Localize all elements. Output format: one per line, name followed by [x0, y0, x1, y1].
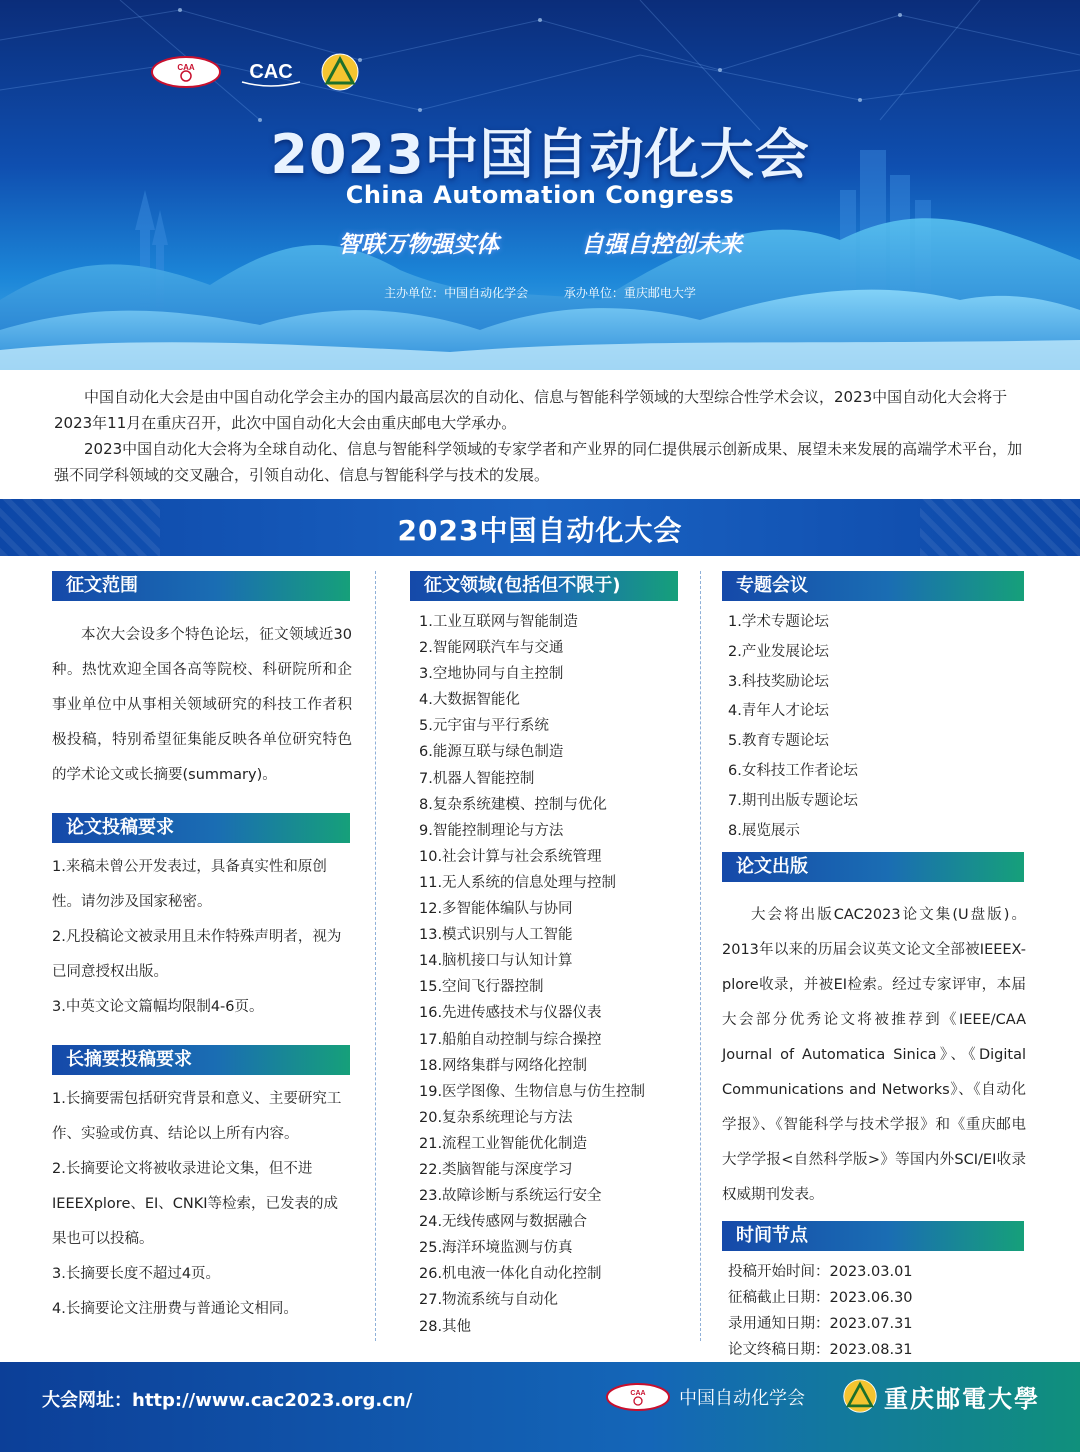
list-item: 12.多智能体编队与协同: [419, 901, 573, 918]
list-item: 19.医学图像、生物信息与仿生控制: [419, 1083, 646, 1100]
list-item: 2.智能网联汽车与交通: [419, 640, 564, 657]
intro-paragraph-2: 2023中国自动化大会将为全球自动化、信息与智能科学领域的专家学者和产业界的同仁提供展示创新成果、展望未来发展的高端学术平台，加强不同学科领域的交叉融合，引领自动化、信息与智能科学与技术的发展。: [54, 440, 1023, 484]
cac-logo: [236, 54, 306, 90]
footer: [0, 1362, 1080, 1452]
intro-text: [54, 384, 1026, 488]
list-item: 24.无线传感网与数据融合: [419, 1214, 588, 1231]
host-info: [0, 284, 1080, 301]
list-item: 20.复杂系统理论与方法: [419, 1109, 573, 1126]
conference-title: 2023中国自动化大会: [270, 123, 810, 186]
abstract-req-list: [52, 1082, 352, 1327]
header-banner: [0, 0, 1080, 370]
slogans: [0, 226, 1080, 259]
list-item: 15.空间飞行器控制: [419, 979, 544, 996]
list-item: 26.机电液一体化自动化控制: [419, 1266, 602, 1283]
list-item: 11.无人系统的信息处理与控制: [419, 874, 617, 891]
topics-list: [410, 609, 680, 1340]
list-item: 1.来稿未曾公开发表过，具备真实性和原创性。请勿涉及国家秘密。: [52, 859, 327, 910]
list-item: 23.故障诊断与系统运行安全: [419, 1188, 602, 1205]
list-item: 27.物流系统与自动化: [419, 1292, 559, 1309]
header-logos: [150, 52, 360, 92]
publication-heading: 论文出版: [722, 852, 1024, 882]
special-heading: 专题会议: [722, 571, 1024, 601]
column-divider: [700, 571, 701, 1341]
list-item: 7.期刊出版专题论坛: [728, 792, 858, 809]
website-link[interactable]: 大会网址：http://www.cac2023.org.cn/: [42, 1390, 413, 1411]
list-item: 21.流程工业智能优化制造: [419, 1135, 588, 1152]
list-item: 8.展览展示: [728, 822, 800, 839]
section-title: 2023中国自动化大会: [397, 514, 683, 547]
special-list: [722, 608, 1026, 846]
slogan-left: 智联万物强实体: [337, 231, 499, 258]
abstract-req-heading: 长摘要投稿要求: [52, 1045, 350, 1075]
list-item: 14.脑机接口与认知计算: [419, 953, 573, 970]
intro-paragraph-1: 中国自动化大会是由中国自动化学会主办的国内最高层次的自动化、信息与智能科学领域的大型综合性学术会议，2023中国自动化大会将于2023年11月在重庆召开，此次中国自动化大会由重庆邮电大学承办。: [54, 388, 1008, 432]
list-item: 4.大数据智能化: [419, 692, 520, 709]
list-item: 4.长摘要论文注册费与普通论文相同。: [52, 1301, 298, 1317]
list-item: 22.类脑智能与深度学习: [419, 1161, 573, 1178]
timeline-list: [722, 1259, 1026, 1363]
caa-logo: [605, 1382, 671, 1412]
slogan-right: 自强自控创未来: [581, 231, 742, 258]
list-item: 3.中英文论文篇幅均限制4-6页。: [52, 999, 264, 1015]
svg-text:CAA: CAA: [177, 63, 195, 72]
list-item: 25.海洋环境监测与仿真: [419, 1240, 573, 1257]
list-item: 4.青年人才论坛: [728, 703, 829, 720]
list-item: 28.其他: [419, 1318, 472, 1335]
list-item: 7.机器人智能控制: [419, 770, 535, 787]
timeline-item: 录用通知日期：2023.07.31: [728, 1316, 913, 1333]
list-item: 2.长摘要论文将被收录进论文集，但不进IEEEXplore、EI、CNKI等检索，已发表的成果也可以投稿。: [52, 1161, 339, 1247]
list-item: 3.空地协同与自主控制: [419, 666, 564, 683]
list-item: 6.能源互联与绿色制造: [419, 744, 564, 761]
column-divider: [375, 571, 376, 1341]
cqupt-logo: [842, 1378, 878, 1414]
list-item: 18.网络集群与网络化控制: [419, 1057, 588, 1074]
caa-logo: [150, 55, 222, 89]
list-item: 10.社会计算与社会系统管理: [419, 848, 602, 865]
list-item: 1.长摘要需包括研究背景和意义、主要研究工作、实验或仿真、结论以上所有内容。: [52, 1091, 342, 1142]
list-item: 3.长摘要长度不超过4页。: [52, 1266, 221, 1282]
right-column: [722, 571, 1026, 1363]
list-item: 2.凡投稿论文被录用且未作特殊声明者，视为已同意授权出版。: [52, 929, 342, 980]
footer-university: [842, 1378, 1040, 1414]
list-item: 1.工业互联网与智能制造: [419, 614, 578, 630]
svg-text:CAC: CAC: [249, 61, 293, 83]
list-item: 1.学术专题论坛: [728, 614, 829, 630]
timeline-heading: 时间节点: [722, 1221, 1024, 1251]
publication-text: 大会将出版CAC2023论文集(U盘版)。2013年以来的历届会议英文论文全部被IEEEX-plore收录，并被EI检索。经过专家评审，本届大会部分优秀论文将被推荐到《IEEE/CAA Journal of Automatica Sinica》、《Digital Communications and Networks》、《自动化学报》、《智能科学与技术学报》和《重庆邮电大学学报<自然科学版>》等国内外SCI/EI收录权威期刊发表。: [722, 907, 1026, 1204]
organizer-unit: 承办单位：重庆邮电大学: [563, 286, 696, 300]
list-item: 16.先进传感技术与仪器仪表: [419, 1005, 602, 1022]
paper-req-heading: 论文投稿要求: [52, 813, 350, 843]
list-item: 2.产业发展论坛: [728, 643, 829, 660]
list-item: 5.教育专题论坛: [728, 733, 829, 750]
list-item: 9.智能控制理论与方法: [419, 822, 564, 839]
list-item: 13.模式识别与人工智能: [419, 927, 573, 944]
list-item: 6.女科技工作者论坛: [728, 762, 858, 779]
list-item: 8.复杂系统建模、控制与优化: [419, 796, 607, 813]
list-item: 3.科技奖励论坛: [728, 673, 829, 690]
section-banner: [0, 499, 1080, 556]
university-name: 重庆邮電大學: [884, 1383, 1040, 1413]
scope-heading: 征文范围: [52, 571, 350, 601]
org-name: 中国自动化学会: [679, 1388, 805, 1409]
list-item: 17.船舶自动控制与综合操控: [419, 1031, 602, 1048]
list-item: 5.元宇宙与平行系统: [419, 718, 549, 735]
middle-column: [410, 571, 680, 1340]
paper-req-list: [52, 850, 352, 1025]
left-column: [52, 571, 352, 1327]
timeline-item: 投稿开始时间：2023.03.01: [728, 1264, 913, 1281]
topics-heading: 征文领域(包括但不限于): [410, 571, 678, 601]
host-unit: 主办单位：中国自动化学会: [384, 286, 529, 300]
footer-org: [605, 1382, 805, 1412]
scope-text: 本次大会设多个特色论坛，征文领域近30种。热忱欢迎全国各高等院校、科研院所和企事业单位中从事相关领域研究的科技工作者积极投稿，特别希望征集能反映各单位研究特色的学术论文或长摘要(summary)。: [52, 627, 352, 783]
svg-text:CAA: CAA: [630, 1390, 646, 1397]
conference-subtitle: China Automation Congress: [345, 181, 735, 209]
timeline-item: 论文终稿日期：2023.08.31: [728, 1342, 913, 1359]
timeline-item: 征稿截止日期：2023.06.30: [728, 1290, 913, 1307]
cqupt-logo: [320, 52, 360, 92]
